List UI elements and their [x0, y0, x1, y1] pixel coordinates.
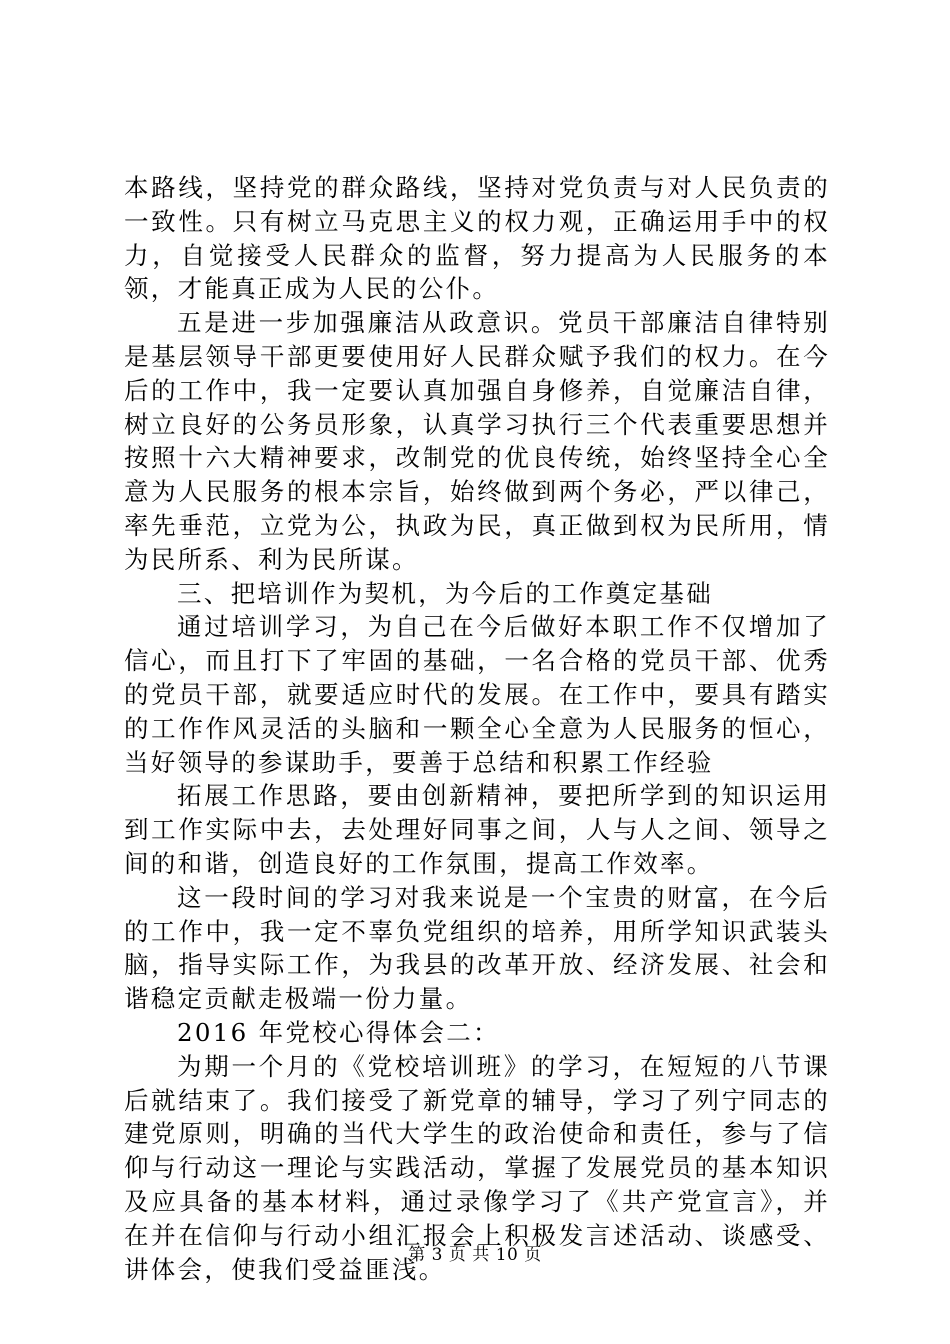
- paragraph-continuation: 本路线，坚持党的群众路线，坚持对党负责与对人民负责的一致性。只有树立马克思主义的权力观，正确运用手中的权力，自觉接受人民群众的监督，努力提高为人民服务的本领，才能真正成为人民的公仆。: [124, 173, 830, 304]
- paragraph-study-value: 这一段时间的学习对我来说是一个宝贵的财富，在今后的工作中，我一定不辜负党组织的培养，用所学知识武装头脑，指导实际工作，为我县的改革开放、经济发展、社会和谐稳定贡献走极端一份力量。: [124, 882, 830, 1014]
- section-heading-three: 三、把培训作为契机，为今后的工作奠定基础: [177, 578, 713, 608]
- paragraph-work-ideas: 拓展工作思路，要由创新精神，要把所学到的知识运用到工作实际中去，去处理好同事之间，人与人之间、领导之间的和谐，创造良好的工作氛围，提高工作效率。: [124, 781, 830, 878]
- paragraph-integrity-awareness: 五是进一步加强廉洁从政意识。党员干部廉洁自律特别是基层领导干部更要使用好人民群众赋予我们的权力。在今后的工作中，我一定要认真加强自身修养，自觉廉洁自律，树立良好的公务员形象，认真学习执行三个代表重要思想并按照十六大精神要求，改制党的优良传统，始终坚持全心全意为人民服务的根本宗旨，始终做到两个务必，严以律己，率先垂范，立党为公，执政为民，真正做到权为民所用，情为民所系、利为民所谋。: [124, 308, 830, 574]
- paragraph-party-school-course: 为期一个月的《党校培训班》的学习，在短短的八节课后就结束了。我们接受了新党章的辅导，学习了列宁同志的建党原则，明确的当代大学生的政治使命和责任，参与了信仰与行动这一理论与实践活动，掌握了发展党员的基本知识及应具备的基本材料，通过录像学习了《共产党宣言》，并在并在信仰与行动小组汇报会上积极发言述活动、谈感受、讲体会，使我们受益匪浅。: [124, 1051, 830, 1284]
- section-heading-part-two: 2016 年党校心得体会二：: [177, 1017, 500, 1047]
- document-body: [124, 171, 830, 1286]
- paragraph-training-foundation: 通过培训学习，为自己在今后做好本职工作不仅增加了信心，而且打下了牢固的基础，一名合格的党员干部、优秀的党员干部，就要适应时代的发展。在工作中，要具有踏实的工作作风灵活的头脑和一颗全心全意为人民服务的恒心，当好领导的参谋助手，要善于总结和积累工作经验: [124, 612, 830, 777]
- page-number-footer: 第 3 页 共 10 页: [408, 1245, 542, 1265]
